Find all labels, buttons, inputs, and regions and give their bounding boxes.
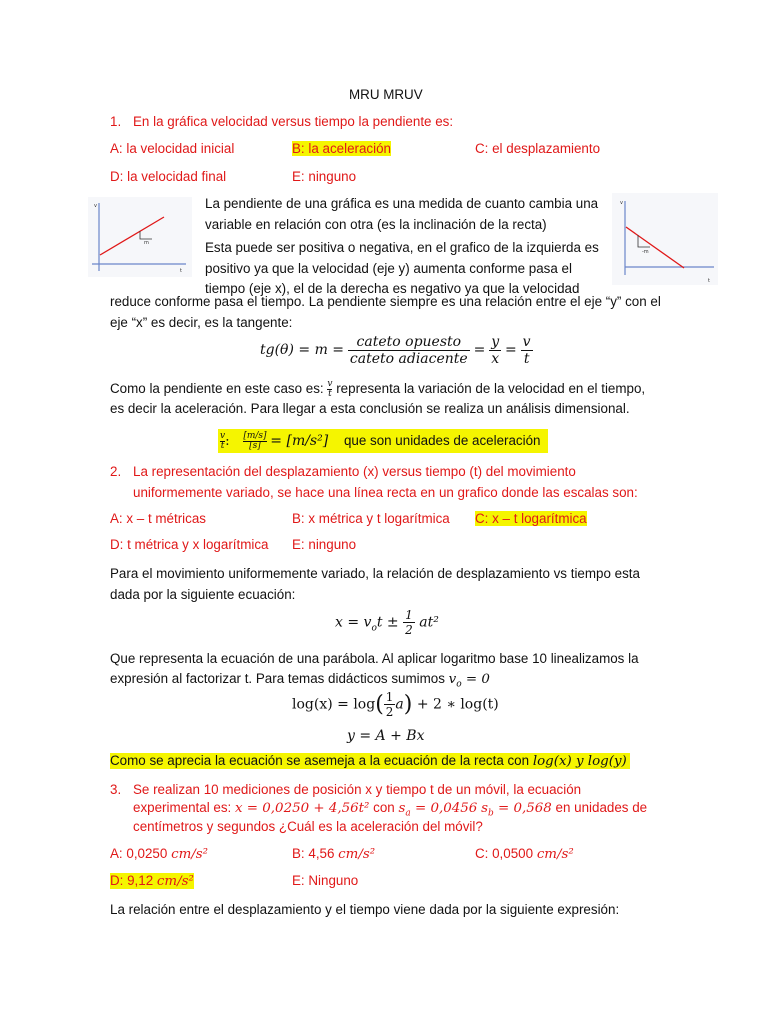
eq-displacement: $x = v_ot$ ± $\frac{1}{2}$ at² [335,608,439,637]
q2-option-a: A: x – t métricas [110,511,206,526]
q1-question: En la gráfica velocidad versus tiempo la pendiente es: [133,114,454,129]
units-analysis: $\frac{v}{t}$ : $\frac{[m/s]}{[s]}$ = [m/s²] que son unidades de aceleración [218,429,548,453]
q2-conclusion: Como se aprecia la ecuación se asemeja a la ecuación de la recta con log(x) y log(y) [110,753,630,769]
q3-question-1: Se realizan 10 mediciones de posición x y tiempo t de un móvil, la ecuación [133,782,582,797]
q1-explain-3a: Como la pendiente en este caso es: $\frac{v}{t}$ representa la variación de la velocidad en el tiempo, [110,379,646,399]
eq-v-over-t: $\frac{v}{t}$ [522,334,531,367]
graph-positive-slope [88,197,192,277]
graph-left-y-label: v [94,203,97,209]
eq-log: log(x) = log( $\frac{1}{2}$ a) + 2 ∗ log(t) [292,690,499,719]
v-over-t-inline: $\frac{v}{t}$ [327,379,333,399]
q2-option-e: E: ninguno [292,537,357,552]
q3-option-c: C: 0,0500 cm/s² [475,846,574,862]
q3-number: 3. [110,782,122,797]
graph-right-y-label: v [620,200,623,206]
q3-option-a: A: 0,0250 cm/s² [110,846,209,862]
q1-explain-3b: es decir la aceleración. Para llegar a esta conclusión se realiza un análisis dimensional. [110,401,630,416]
q1-option-a: A: la velocidad inicial [110,141,235,156]
q3-explain-1: La relación entre el desplazamiento y el tiempo viene dada por la siguiente expresión: [110,902,620,917]
eq-y-over-x: $\frac{y}{x}$ [491,334,500,367]
graph-right-slope-label: -m [642,249,649,255]
tangent-equation: tg(θ) = m = $\frac{\text{cateto opuesto}}{\text{cateto adiacente}}$ = $\frac{y}{x}$ = $\frac{v}{t}$ [260,334,531,367]
q2-question: La representación del desplazamiento (x) versus tiempo (t) del movimiento uniformemente variado, se hace una línea recta en un grafico donde las escalas son: [133,464,638,500]
q2-explain-2b: expresión al factorizar t. Para temas didácticos sumimos $v_o = 0$ [110,671,490,690]
q1-explain-1: La pendiente de una gráfica es una medida de cuanto cambia una variable en relación con otra (es la inclinación de la recta) [205,196,599,232]
q2-explain-1: Para el movimiento uniformemente variado, la relación de desplazamiento vs tiempo esta dada por la siguiente ecuación: [110,566,640,602]
graph-left-x-label: t [180,268,182,274]
graph-negative-slope [612,193,718,285]
q2-option-b: B: x métrica y t logarítmica [292,511,450,526]
graph-left-slope-label: m [144,240,149,246]
q1-option-c: C: el desplazamiento [475,141,601,156]
q3-option-e: E: Ninguno [292,873,359,888]
q1-option-b: B: la aceleración [292,141,391,156]
q1-option-e: E: ninguno [292,169,357,184]
q1-explain-2a: Esta puede ser positiva o negativa, en el grafico de la izquierda es positivo ya que la velocidad (eje y) aumenta conforme pasa el tiempo (eje x), el de la derecha es negativo ya que la velocidad [205,240,599,296]
q2-number: 2. [110,464,122,479]
q2-option-c: C: x – t logarítmica [475,511,587,526]
q3-question-2: experimental es: x = 0,0250 + 4,56t² con $s_a = 0,0456$ $s_b = 0,568$ en unidades de [133,800,648,819]
page-title: MRU MRUV [349,87,423,102]
q2-explain-2a: Que representa la ecuación de una parábola. Al aplicar logaritmo base 10 linealizamos la [110,651,639,666]
q3-option-d: D: 9,12 cm/s² [110,873,194,889]
q1-option-d: D: la velocidad final [110,169,227,184]
eq-line: y = A + Bx [347,728,425,744]
graph-right-x-label: t [708,278,710,284]
q3-question-3: centímetros y segundos ¿Cuál es la aceleración del móvil? [133,819,483,834]
q1-explain-2b: reduce conforme pasa el tiempo. La pendiente siempre es una relación entre el eje “y” con el eje “x” es decir, es la tangente: [110,294,661,330]
eq-tangent-den: cateto adiacente [349,351,468,367]
eq-tangent-lhs: tg(θ) = m = [260,342,345,359]
q1-number: 1. [110,114,122,129]
q2-option-d: D: t métrica y x logarítmica [110,537,269,552]
eq-tangent-fraction [348,334,470,367]
q3-option-b: B: 4,56 cm/s² [292,846,376,862]
eq-tangent-num: cateto opuesto [348,334,470,351]
